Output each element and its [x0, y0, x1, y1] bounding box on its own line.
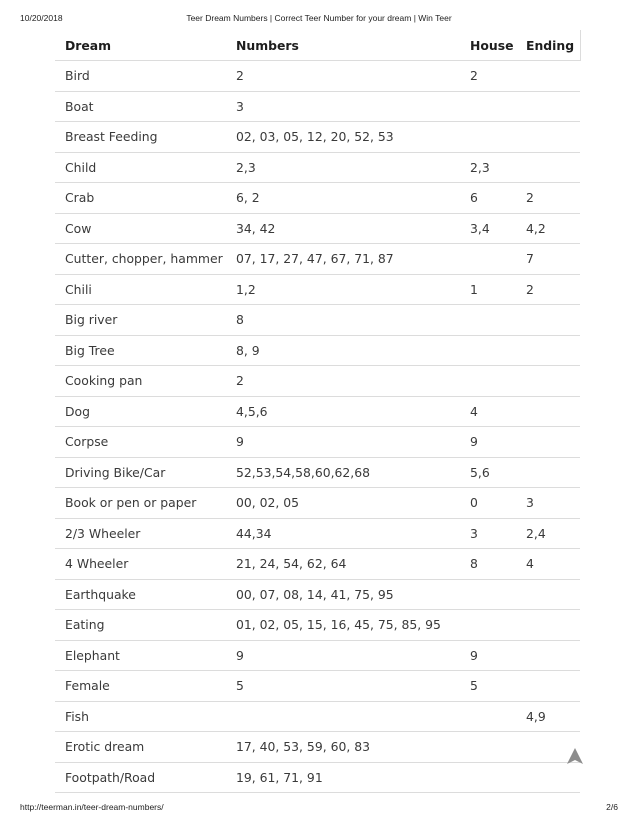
cell-dream: Child	[55, 152, 226, 183]
print-url: http://teerman.in/teer-dream-numbers/	[20, 802, 164, 812]
cell-numbers: 52,53,54,58,60,62,68	[226, 457, 460, 488]
cell-dream: Elephant	[55, 640, 226, 671]
print-page-title: Teer Dream Numbers | Correct Teer Number for your dream | Win Teer	[186, 13, 452, 23]
cell-house: 2,3	[460, 152, 516, 183]
cell-house: 8	[460, 549, 516, 580]
table-row	[55, 640, 580, 671]
cell-ending	[516, 427, 580, 458]
cell-dream: Crab	[55, 183, 226, 214]
cell-dream: Cutter, chopper, hammer	[55, 244, 226, 275]
cell-house	[460, 305, 516, 336]
cell-house: 6	[460, 183, 516, 214]
cell-numbers: 3	[226, 91, 460, 122]
cell-house	[460, 762, 516, 793]
table-row	[55, 427, 580, 458]
cell-house	[460, 244, 516, 275]
cell-ending	[516, 396, 580, 427]
cell-dream: Female	[55, 671, 226, 702]
cell-dream: 2/3 Wheeler	[55, 518, 226, 549]
cell-dream: Bird	[55, 61, 226, 92]
cell-numbers: 34, 42	[226, 213, 460, 244]
table-row	[55, 152, 580, 183]
cell-dream: Corpse	[55, 427, 226, 458]
table-row	[55, 213, 580, 244]
cell-house	[460, 732, 516, 763]
cell-house	[460, 579, 516, 610]
cell-dream: Footpath/Road	[55, 762, 226, 793]
cell-ending	[516, 579, 580, 610]
table-row	[55, 579, 580, 610]
cell-numbers: 07, 17, 27, 47, 67, 71, 87	[226, 244, 460, 275]
cell-ending	[516, 122, 580, 153]
cell-house: 4	[460, 396, 516, 427]
cell-ending	[516, 366, 580, 397]
table-row	[55, 396, 580, 427]
cell-dream: 4 Wheeler	[55, 549, 226, 580]
cell-dream: Boat	[55, 91, 226, 122]
header-numbers: Numbers	[226, 30, 460, 61]
dream-numbers-table	[55, 30, 581, 793]
cell-dream: Erotic dream	[55, 732, 226, 763]
cell-ending	[516, 610, 580, 641]
cell-ending	[516, 335, 580, 366]
cell-dream: Earthquake	[55, 579, 226, 610]
cell-house: 0	[460, 488, 516, 519]
table-row	[55, 488, 580, 519]
cell-house: 3	[460, 518, 516, 549]
cell-house	[460, 366, 516, 397]
table-row	[55, 610, 580, 641]
cell-ending: 4	[516, 549, 580, 580]
cell-ending	[516, 640, 580, 671]
cell-house	[460, 701, 516, 732]
cell-dream: Big river	[55, 305, 226, 336]
cell-ending	[516, 152, 580, 183]
table-row	[55, 762, 580, 793]
table-header-row	[55, 30, 580, 61]
table-row	[55, 274, 580, 305]
cell-ending	[516, 762, 580, 793]
cell-dream: Chili	[55, 274, 226, 305]
table-row	[55, 305, 580, 336]
cell-house	[460, 91, 516, 122]
cell-ending	[516, 457, 580, 488]
cell-dream: Big Tree	[55, 335, 226, 366]
cell-ending	[516, 305, 580, 336]
table-row	[55, 732, 580, 763]
cell-dream: Book or pen or paper	[55, 488, 226, 519]
cell-ending: 7	[516, 244, 580, 275]
cell-house: 2	[460, 61, 516, 92]
cell-ending: 4,9	[516, 701, 580, 732]
cell-numbers: 00, 07, 08, 14, 41, 75, 95	[226, 579, 460, 610]
arrow-up-icon[interactable]	[566, 747, 584, 765]
print-page-number: 2/6	[606, 802, 618, 812]
cell-numbers: 8	[226, 305, 460, 336]
cell-house: 9	[460, 640, 516, 671]
cell-ending: 3	[516, 488, 580, 519]
cell-ending: 2	[516, 183, 580, 214]
print-footer	[0, 802, 638, 814]
table-row	[55, 366, 580, 397]
cell-numbers	[226, 701, 460, 732]
cell-dream: Driving Bike/Car	[55, 457, 226, 488]
table-row	[55, 518, 580, 549]
cell-dream: Breast Feeding	[55, 122, 226, 153]
cell-ending	[516, 671, 580, 702]
table-row	[55, 61, 580, 92]
cell-house	[460, 610, 516, 641]
cell-dream: Cow	[55, 213, 226, 244]
cell-house: 9	[460, 427, 516, 458]
cell-ending: 2	[516, 274, 580, 305]
cell-ending	[516, 91, 580, 122]
print-header	[0, 13, 638, 25]
cell-numbers: 9	[226, 427, 460, 458]
cell-numbers: 21, 24, 54, 62, 64	[226, 549, 460, 580]
header-house: House	[460, 30, 516, 61]
table-row	[55, 183, 580, 214]
cell-numbers: 6, 2	[226, 183, 460, 214]
cell-numbers: 2	[226, 61, 460, 92]
table-row	[55, 457, 580, 488]
table-row	[55, 244, 580, 275]
table-row	[55, 701, 580, 732]
cell-numbers: 4,5,6	[226, 396, 460, 427]
dream-numbers-table-container	[55, 30, 580, 793]
cell-numbers: 44,34	[226, 518, 460, 549]
cell-dream: Cooking pan	[55, 366, 226, 397]
cell-numbers: 01, 02, 05, 15, 16, 45, 75, 85, 95	[226, 610, 460, 641]
header-ending: Ending	[516, 30, 580, 61]
cell-house	[460, 122, 516, 153]
cell-numbers: 5	[226, 671, 460, 702]
cell-numbers: 9	[226, 640, 460, 671]
cell-numbers: 19, 61, 71, 91	[226, 762, 460, 793]
cell-house: 5	[460, 671, 516, 702]
header-dream: Dream	[55, 30, 226, 61]
table-row	[55, 671, 580, 702]
cell-ending: 2,4	[516, 518, 580, 549]
cell-house: 3,4	[460, 213, 516, 244]
table-row	[55, 91, 580, 122]
cell-numbers: 2,3	[226, 152, 460, 183]
cell-numbers: 02, 03, 05, 12, 20, 52, 53	[226, 122, 460, 153]
cell-house	[460, 335, 516, 366]
cell-dream: Fish	[55, 701, 226, 732]
table-row	[55, 549, 580, 580]
cell-numbers: 00, 02, 05	[226, 488, 460, 519]
cell-ending	[516, 61, 580, 92]
cell-numbers: 17, 40, 53, 59, 60, 83	[226, 732, 460, 763]
table-body	[55, 61, 580, 793]
cell-dream: Dog	[55, 396, 226, 427]
cell-numbers: 1,2	[226, 274, 460, 305]
cell-house: 5,6	[460, 457, 516, 488]
cell-ending: 4,2	[516, 213, 580, 244]
cell-numbers: 2	[226, 366, 460, 397]
cell-house: 1	[460, 274, 516, 305]
cell-dream: Eating	[55, 610, 226, 641]
table-row	[55, 335, 580, 366]
table-row	[55, 122, 580, 153]
print-date: 10/20/2018	[20, 13, 63, 23]
cell-numbers: 8, 9	[226, 335, 460, 366]
